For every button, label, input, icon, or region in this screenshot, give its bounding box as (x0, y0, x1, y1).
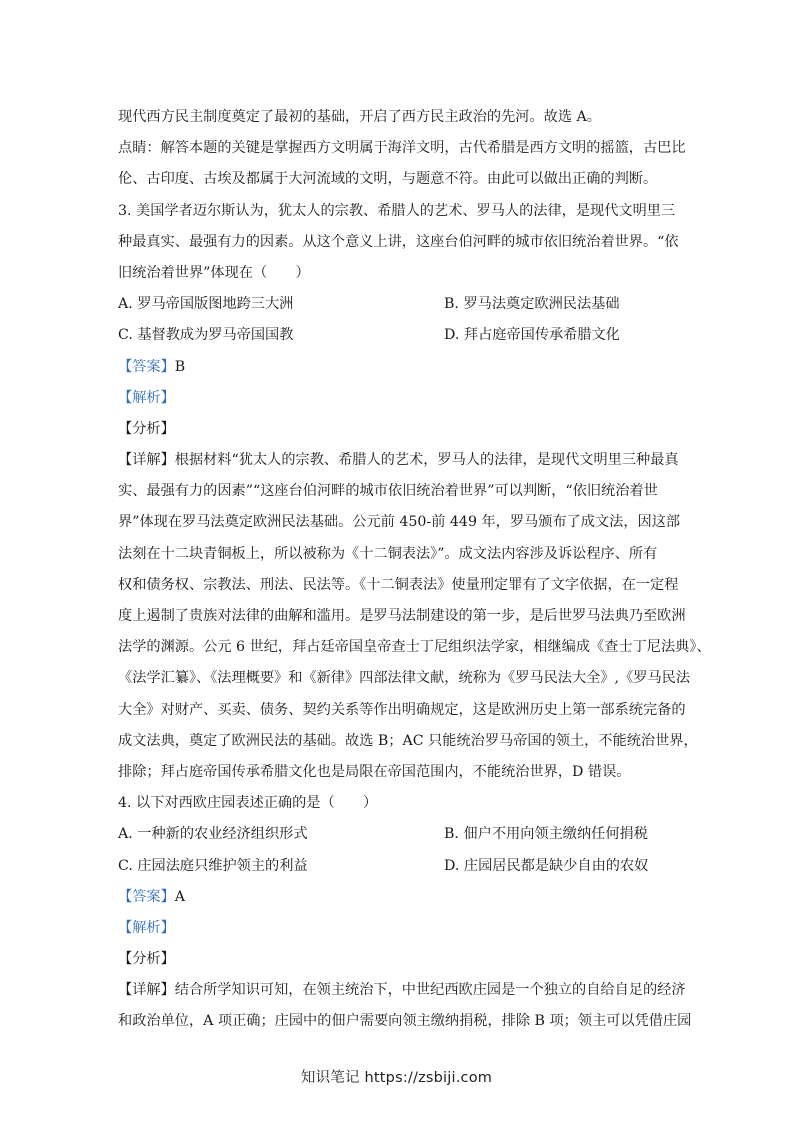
q4-fenxi-tag: 【分析】 (118, 951, 175, 968)
intro-line-2: 点睛：解答本题的关键是掌握西方文明属于海洋文明，古代希腊是西方文明的摇篮，古巴比 (118, 140, 686, 157)
q3-answer-value: B (174, 358, 186, 375)
q3-detail-10: 成文法典，奠定了欧洲民法的基础。故选 B；AC 只能统治罗马帝国的领土，不能统治世界， (118, 732, 698, 749)
q4-answer-value: A (174, 888, 186, 905)
q4-jiexi-tag: 【解析】 (118, 919, 175, 936)
q3-detail-9: 大全》对财产、买卖、债务、契约关系等作出明确规定，这是欧洲历史上第一部系统完备的 (118, 701, 686, 718)
q3-detail-7: 法学的渊源。公元 6 世纪，拜占廷帝国皇帝查士丁尼组织法学家，相继编成《查士丁尼法典》、 (118, 639, 711, 656)
q3-jiexi-tag: 【解析】 (118, 389, 175, 406)
intro-line-3: 伦、古印度、古埃及都属于大河流域的文明，与题意不符。由此可以做出正确的判断。 (118, 171, 658, 188)
q3-fenxi-tag: 【分析】 (118, 420, 175, 437)
q3-detail-1 (118, 445, 683, 476)
q4-option-c: C. 庄园法庭只维护领主的利益 (118, 857, 308, 874)
q4-detail-text-1: 结合所学知识可知，在领主统治下，中世纪西欧庄园是一个独立的自给自足的经济 (174, 982, 686, 999)
q3-detail-3: 界”体现在罗马法奠定欧洲民法基础。公元前 450-前 449 年，罗马颁布了成文法，因这部 (118, 514, 681, 531)
q3-options-row-1 (118, 289, 683, 320)
q4-option-d: D. 庄园居民都是缺少自由的农奴 (444, 857, 649, 874)
q4-detail-1 (118, 975, 686, 1006)
q3-options-row-2 (118, 320, 683, 351)
q3-detail-tag: 【详解】 (118, 452, 175, 469)
q3-detail-text-1: 根据材料“犹太人的宗教、希腊人的艺术，罗马人的法律，是现代文明里三种最真 (174, 452, 679, 469)
q3-detail-2: 实、最强有力的因素”“这座台伯河畔的城市依旧统治着世界”可以判断，“依旧统治着世 (118, 483, 658, 500)
intro-line-1: 现代西方民主制度奠定了最初的基础，开启了西方民主政治的先河。故选 A。 (118, 109, 601, 125)
q3-detail-11: 排除；拜占庭帝国传承希腊文化也是局限在帝国范围内，不能统治世界，D 错误。 (118, 763, 631, 780)
q3-detail-5: 权和债务权、宗教法、刑法、民法等。《十二铜表法》使量刑定罪有了文字依据，在一定程 (118, 576, 679, 593)
q4-option-b: B. 佃户不用向领主缴纳任何捐税 (444, 826, 648, 843)
q4-answer-tag: 【答案】 (118, 888, 175, 905)
q4-detail-tag: 【详解】 (118, 982, 175, 999)
q3-detail-8: 《法学汇纂》、《法理概要》和《新律》四部法律文献，统称为《罗马民法大全》,《罗马民法 (118, 670, 691, 687)
q4-detail-2: 和政治单位，A 项正确；庄园中的佃户需要向领主缴纳捐税，排除 B 项；领主可以凭借庄园 (118, 1013, 692, 1030)
q3-stem-3: 旧统治着世界”体现在（ ） (118, 264, 310, 281)
q3-option-d: D. 拜占庭帝国传承希腊文化 (444, 327, 620, 344)
q4-stem-1: 4. 以下对西欧庄园表述正确的是（ ） (118, 795, 378, 812)
q3-detail-4: 法刻在十二块青铜板上，所以被称为《十二铜表法》”。成文法内容涉及诉讼程序、所有 (118, 545, 658, 562)
q4-options-row-2 (118, 851, 683, 882)
q4-option-a: A. 一种新的农业经济组织形式 (118, 826, 308, 843)
q3-detail-6: 度上遏制了贵族对法律的曲解和滥用。是罗马法制建设的第一步，是后世罗马法典乃至欧洲 (118, 608, 686, 624)
q3-option-b: B. 罗马法奠定欧洲民法基础 (444, 296, 620, 313)
footer-watermark: 知识笔记 https://zsbiji.com (300, 1070, 493, 1086)
q3-option-a: A. 罗马帝国版图地跨三大洲 (118, 296, 294, 313)
q3-stem-2: 种最真实、最强有力的因素。从这个意义上讲，这座台伯河畔的城市依旧统治着世界。“依 (118, 233, 679, 250)
q3-answer-tag: 【答案】 (118, 358, 175, 375)
q4-answer (118, 882, 683, 913)
q4-options-row-1 (118, 819, 683, 850)
q3-answer (118, 352, 683, 383)
q3-option-c: C. 基督教成为罗马帝国国教 (118, 327, 294, 344)
q3-stem-1: 3. 美国学者迈尔斯认为，犹太人的宗教、希腊人的艺术、罗马人的法律，是现代文明里三 (118, 202, 676, 219)
page-content (118, 102, 711, 1038)
